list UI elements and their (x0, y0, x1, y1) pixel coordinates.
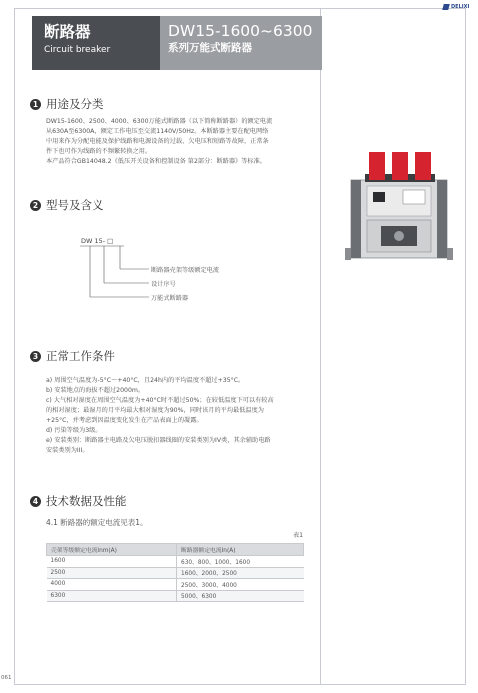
logo-mark-icon (442, 4, 450, 10)
table-cell: 1600、2000、2500 (177, 567, 304, 579)
table-cell: 2500、3000、4000 (177, 579, 304, 591)
condition-line: e) 安装类别：断路器主电路及欠电压脱扣器线圈的安装类别为IV类，其余辅助电路 (46, 437, 271, 444)
table-label: 表1 (293, 532, 304, 539)
condition-line: +25°C，并考虑到因温度变化发生在产品表面上的凝露。 (46, 417, 203, 424)
section-title: 用途及分类 (46, 97, 104, 111)
table-row (47, 590, 304, 602)
section-title: 型号及含义 (46, 198, 104, 212)
section-number-badge: 3 (30, 351, 41, 362)
category-title-box (32, 16, 160, 70)
condition-line: a) 周围空气温度为-5°C～+40°C，且24h内的平均温度不超过+35°C。 (46, 377, 245, 384)
model-name: DW15-1600~6300 (168, 22, 313, 40)
condition-line: 安装类别为III。 (46, 447, 89, 454)
diagram-label: 万能式断路器 (151, 295, 189, 302)
category-title-cn: 断路器 (44, 23, 91, 41)
condition-line: c) 大气相对湿度在周围空气温度为+40°C时不超过50%；在较低温度下可以有较高 (46, 397, 274, 404)
section-heading-conditions (30, 348, 115, 364)
model-subtitle: 系列万能式断路器 (168, 42, 252, 54)
condition-line: b) 安装地点的海拔不超过2000m。 (46, 387, 145, 394)
brand-logo (443, 3, 470, 11)
table-cell: 5000、6300 (177, 590, 304, 602)
tech-intro: 4.1 断路器的额定电流见表1。 (46, 518, 148, 527)
table-row (47, 567, 304, 579)
rated-current-table (46, 543, 304, 602)
section-number-badge: 1 (30, 99, 41, 110)
model-title-box (160, 16, 322, 70)
circuit-breaker-illustration (345, 150, 455, 268)
section-heading-tech (30, 493, 127, 509)
text-line: 中用来作为分配电能及保护线路和电源设备的过载、欠电压和短路等故障，正常条 (46, 138, 269, 145)
column-header: 断路器额定电流In(A) (177, 544, 304, 556)
model-code: DW 15- □ (81, 237, 114, 245)
text-line: DW15-1600、2500、4000、6300万能式断路器（以下简称断路器）的额定电流 (46, 118, 273, 125)
section-number-badge: 4 (30, 496, 41, 507)
logo-text: DELIXI (451, 4, 470, 10)
table-cell: 2500 (47, 567, 177, 579)
page-number: 061 (1, 675, 12, 681)
diagram-label: 设计序号 (151, 281, 176, 288)
section-title: 技术数据及性能 (46, 494, 127, 508)
conditions-list (46, 376, 306, 456)
circuit-breaker-product-image (345, 150, 455, 268)
section-heading-usage (30, 96, 104, 112)
section-title: 正常工作条件 (46, 349, 115, 363)
table-cell: 630、800、1000、1600 (177, 556, 304, 568)
page-header (32, 16, 322, 70)
condition-line: d) 污染等级为3级。 (46, 427, 102, 434)
diagram-label: 断路器壳架等级额定电流 (151, 267, 220, 274)
category-title-en: Circuit breaker (44, 45, 111, 55)
table-row (47, 556, 304, 568)
section-heading-model (30, 197, 104, 213)
table-row (47, 579, 304, 591)
usage-paragraph (46, 117, 306, 167)
table-cell: 4000 (47, 579, 177, 591)
condition-line: 的相对湿度；最湿月的月平均最大相对湿度为90%，同时该月的平均最低温度为 (46, 407, 264, 414)
text-line: 件下也可作为线路的不频繁转换之用。 (46, 148, 152, 155)
table-cell: 1600 (47, 556, 177, 568)
standard-line: 本产品符合GB14048.2《低压开关设备和控制设备 第2部分：断路器》等标准。 (46, 158, 266, 165)
section-number-badge: 2 (30, 200, 41, 211)
table-header-row (47, 544, 304, 556)
model-designation-diagram (60, 228, 300, 308)
column-divider (320, 8, 321, 685)
table-cell: 6300 (47, 590, 177, 602)
column-header: 壳架等级额定电流Inm(A) (47, 544, 177, 556)
text-line: 从630A至6300A，额定工作电压至交流1140V/50Hz。本断路器主要在配电网络 (46, 128, 269, 135)
